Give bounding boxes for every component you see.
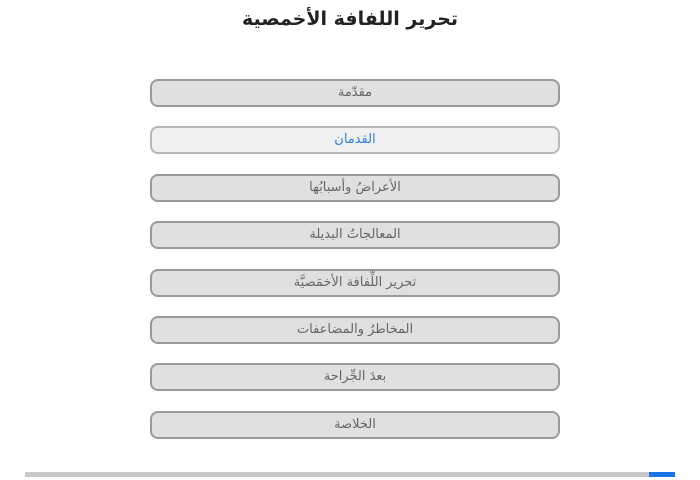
menu-item-introduction[interactable]: مقدّمة — [150, 79, 560, 107]
menu-item-summary[interactable]: الخلاصة — [150, 411, 560, 439]
menu-item-alternative-treatments[interactable]: المعالجاتُ البديلة — [150, 221, 560, 249]
menu-item-symptoms-causes[interactable]: الأعراضُ وأسبابُها — [150, 174, 560, 202]
menu-item-risks-complications[interactable]: المخاطرُ والمضاعفات — [150, 316, 560, 344]
progress-bar-fill — [649, 472, 675, 477]
page-title: تحرير اللفافة الأخمصية — [241, 8, 459, 30]
progress-bar — [25, 472, 675, 477]
chapter-menu — [150, 79, 560, 458]
menu-item-plantar-fascia-release[interactable]: تحرير اللِّفافة الأخمَصيَّة — [150, 269, 560, 297]
menu-item-feet[interactable]: القدمان — [150, 126, 560, 154]
menu-item-after-surgery[interactable]: بعدَ الجِّراحة — [150, 363, 560, 391]
